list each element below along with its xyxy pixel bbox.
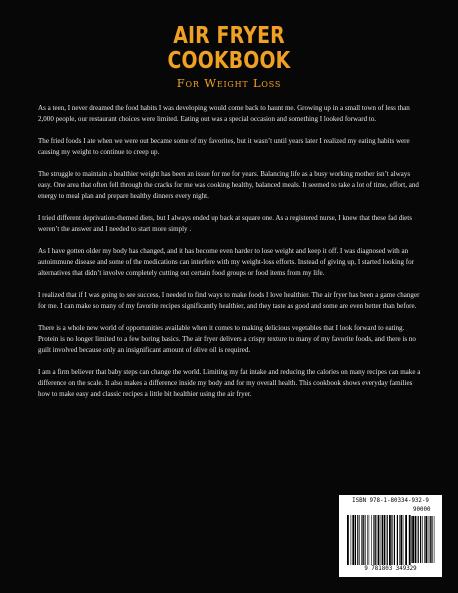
blurb-paragraph-3: The struggle to maintain a healthier weight has been an issue for me for years. Balancing life as a busy working mother isn’t always easy. One area that often fell through the cracks for me was cooking healthy, balanced meals. It seemed to take a lot of time, effort, and energy to meal plan and prepare healthy dinners every night. [38,170,419,200]
barcode-bar [384,515,386,565]
barcode-bar [359,515,360,565]
barcode-bar [357,515,358,565]
barcode-bar [389,515,391,565]
barcode-bar [425,516,427,563]
barcode-bar [424,516,425,563]
blurb-paragraph-1: As a teen, I never dreamed the food habits I was developing would come back to haunt me. Growing up in a small town of less than 2,000 people, our restaurant choices were limited. Eating out was a special occasion and something I looked forward to. [38,104,410,123]
barcode-bar [387,515,388,565]
barcode-bar [411,516,412,563]
blurb-paragraph-8: I am a firm believer that baby steps can change the world. Limiting my fat intake and reducing the calories on many recipes can make a difference on the scale. It also makes a difference inside my body and for my overall health. This cookbook shows everyday families how to make easy and classic recipes a little bit healthier using the air fryer. [38,368,421,398]
barcode-bar [400,515,402,565]
barcode-bar [378,515,380,565]
blurb [38,103,425,411]
price-code: 90000 [413,507,431,513]
barcode-bar [373,515,374,565]
barcode-bar [428,516,429,563]
barcode-bar [382,515,383,565]
barcode-bar [420,516,421,563]
isbn-text: ISBN 978-1-80334-932-9 [352,498,429,504]
barcode-bar [422,516,423,563]
barcode-bar [397,515,398,565]
barcode-bar [351,515,352,565]
addon-barcode-bars [411,516,437,563]
book-subtitle: For Weight Loss [176,76,282,90]
barcode-bar [361,515,362,565]
blurb-paragraph-4: I tried different deprivation-themed diets, but I always ended up back at square one. As a registered nurse, I knew that these fad diets weren’t the answer and I needed to start more simply . [38,214,413,233]
barcode-bar [430,516,431,563]
barcode-bar [403,515,404,565]
blurb-paragraph-2: The fried foods I ate when we were out became some of my favorites, but it wasn’t until years later I realized my eating habits were causing my weight to continue to creep up. [38,137,410,156]
isbn-barcode [339,495,442,577]
barcode-bar [365,515,366,565]
barcode-bar [418,516,419,563]
barcode-bar [394,515,395,565]
book-title-line-1: AIR FRYER [173,23,285,49]
barcode-bar [405,515,407,565]
book-title-line-2: COOKBOOK [167,48,291,74]
barcode-bar [347,515,349,565]
barcode-bar [375,515,376,565]
title-block [0,24,458,91]
barcode-bar [434,516,435,563]
barcode-bar [371,515,372,565]
barcode-bar [367,515,368,565]
blurb-paragraph-5: As I have gotten older my body has changed, and it has become even harder to lose weight and keep it off. I was diagnosed with an autoimmune disease and some of the medications can interfere with my weight-loss efforts. Instead of giving up, I started looking for alternatives that didn’t involve completely cutting out certain food groups or food items from my life. [38,247,415,277]
barcode-bar [355,515,356,565]
barcode-bar [381,515,382,565]
barcode-bar [399,515,400,565]
blurb-paragraph-7: There is a whole new world of opportunities available when it comes to making delicious vegetables that I look forward to eating. Protein is no longer limited to a few boring basics. The air fryer delivers a crispy texture to many of my favorite foods, and there is no guilt involved because only an insignificant amount of olive oil is required. [38,324,416,354]
barcode-bar [352,515,354,565]
barcode-digits: 9 781803 349329 [364,566,417,572]
barcode-bar [412,516,414,563]
blurb-paragraph-6: I realized that if I was going to see success, I needed to find ways to make foods I love healthier. The air fryer has been a game changer for me. I can make so many of my favorite recipes significantly healthier, and they taste as good and some are even better than before. [38,291,420,310]
barcode-bar [431,516,432,563]
barcode-bar [369,515,370,565]
barcode-bar [391,515,392,565]
barcode-bar [415,516,417,563]
barcode-bar [363,515,364,565]
